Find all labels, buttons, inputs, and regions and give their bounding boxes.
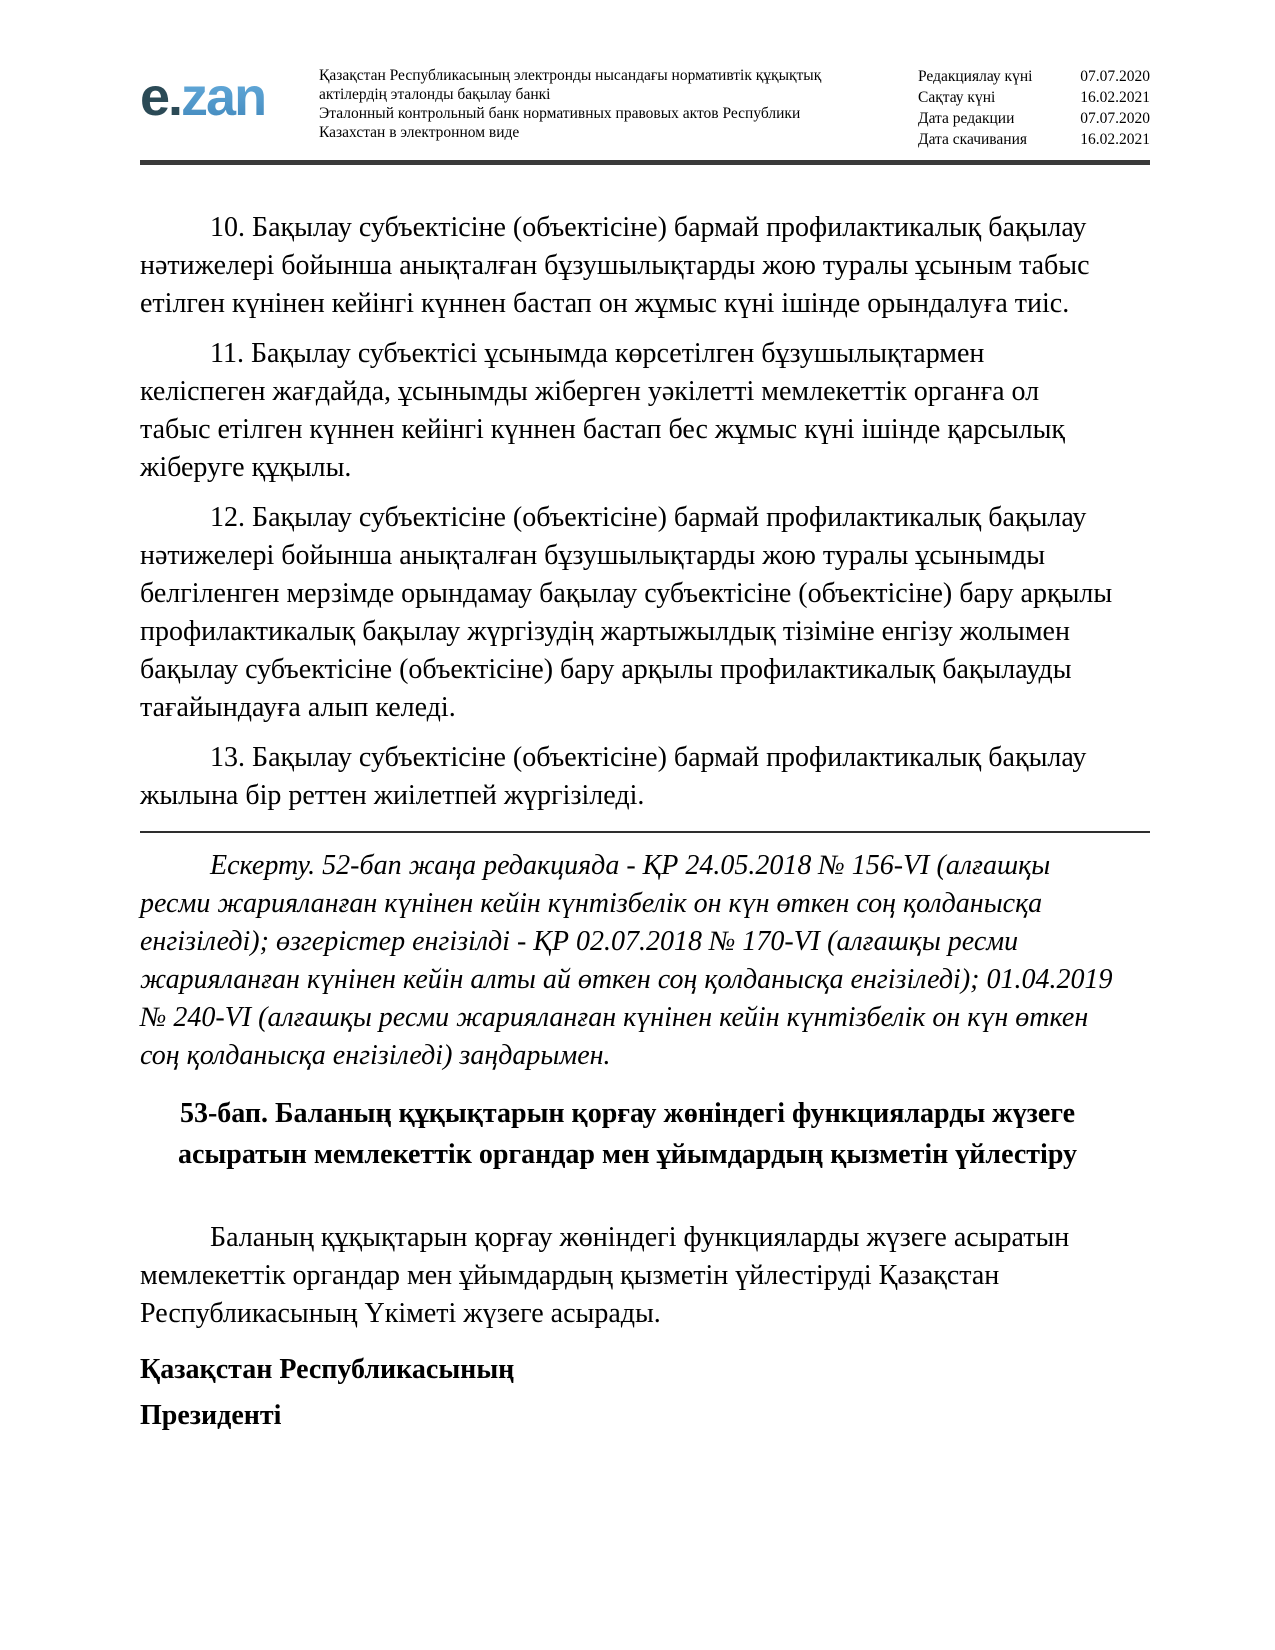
- signature-line-2: Президенті: [140, 1400, 282, 1431]
- document-meta: [918, 60, 1150, 150]
- signature-block: [140, 1347, 1150, 1439]
- page-content: [140, 60, 1150, 1439]
- meta-row-save-date-kk: [918, 87, 1150, 108]
- paragraph-12: 12. Бақылау субъектісіне (объектісіне) бармай профилактикалық бақылау нәтижелері бойынша анықталған бұзушылықтарды жою туралы ұсынымды белгіленген мерзімде орындамау бақылау субъектісіне (объектісіне) бару арқылы профилактикалық бақылау жүргізудің жартыжылдық тізіміне енгізу жолымен бақылау субъектісіне (объектісіне) бару арқылы профилактикалық бақылауды тағайындауға алып келеді.: [140, 502, 1113, 723]
- meta-label: Дата редакции: [918, 110, 1015, 127]
- article-53-heading: 53-бап. Баланың құқықтарын қорғау жөніндегі функцияларды жүзеге асыратын мемлекеттік органдар мен ұйымдардың қызметін үйлестіру: [177, 1098, 1078, 1170]
- signature-line-1: Қазақстан Республикасының: [140, 1354, 515, 1385]
- meta-label: Редакциялау күні: [918, 68, 1033, 85]
- bank-titles: [305, 60, 864, 142]
- meta-row-edit-date-ru: [918, 108, 1150, 129]
- paragraph-11: 11. Бақылау субъектісі ұсынымда көрсетілген бұзушылықтармен келіспеген жағдайда, ұсынымды жіберген уәкілетті мемлекеттік органға ол табыс етілген күннен кейінгі күннен бастап бес жұмыс күні ішінде қарсылық жіберуге құқылы.: [140, 338, 1066, 483]
- meta-value: 07.07.2020: [1080, 68, 1150, 85]
- meta-label: Дата скачивания: [918, 131, 1028, 148]
- document-body: [140, 165, 1150, 1439]
- document-header: [140, 60, 1150, 150]
- logo-prefix: e.: [140, 67, 182, 127]
- meta-label: Сақтау күні: [918, 89, 996, 106]
- ezan-logo: [140, 60, 305, 126]
- paragraph-13: 13. Бақылау субъектісіне (объектісіне) бармай профилактикалық бақылау жылына бір реттен жиілетпей жүргізіледі.: [140, 742, 1087, 811]
- paragraph-10: 10. Бақылау субъектісіне (объектісіне) бармай профилактикалық бақылау нәтижелері бойынша анықталған бұзушылықтарды жою туралы ұсыным табыс етілген күнінен кейінгі күннен бастап он жұмыс күні ішінде орындалуға тиіс.: [140, 212, 1090, 319]
- bank-title-russian: Эталонный контрольный банк нормативных правовых актов Республики Казахстан в электронном виде: [319, 105, 801, 141]
- meta-value: 16.02.2021: [1080, 89, 1150, 106]
- note-divider: [140, 831, 1150, 833]
- meta-value: 07.07.2020: [1080, 110, 1150, 127]
- closing-paragraph: Баланың құқықтарын қорғау жөніндегі функцияларды жүзеге асыратын мемлекеттік органдар мен ұйымдардың қызметін үйлестіруді Қазақстан Республикасының Үкіметі жүзеге асырады.: [140, 1222, 1070, 1329]
- bank-title-kazakh: Қазақстан Республикасының электронды нысандағы нормативтік құқықтық актілердің эталонды бақылау банкі: [319, 67, 822, 103]
- meta-value: 16.02.2021: [1080, 131, 1150, 148]
- logo-suffix: zan: [181, 67, 266, 127]
- meta-row-download-date-ru: [918, 129, 1150, 150]
- amendment-note: Ескерту. 52-бап жаңа редакцияда - ҚР 24.05.2018 № 156-VI (алғашқы ресми жарияланған күнінен кейін күнтізбелік он күн өткен соң қолданысқа енгізіледі); өзгерістер енгізілді - ҚР 02.07.2018 № 170-VI (алғашқы ресми жарияланған күнінен кейін алты ай өткен соң қолданысқа енгізіледі); 01.04.2019 № 240-VI (алғашқы ресми жарияланған күнінен кейін күнтізбелік он күн өткен соң қолданысқа енгізіледі) заңдарымен.: [140, 850, 1113, 1071]
- meta-row-edit-date-kk: [918, 66, 1150, 87]
